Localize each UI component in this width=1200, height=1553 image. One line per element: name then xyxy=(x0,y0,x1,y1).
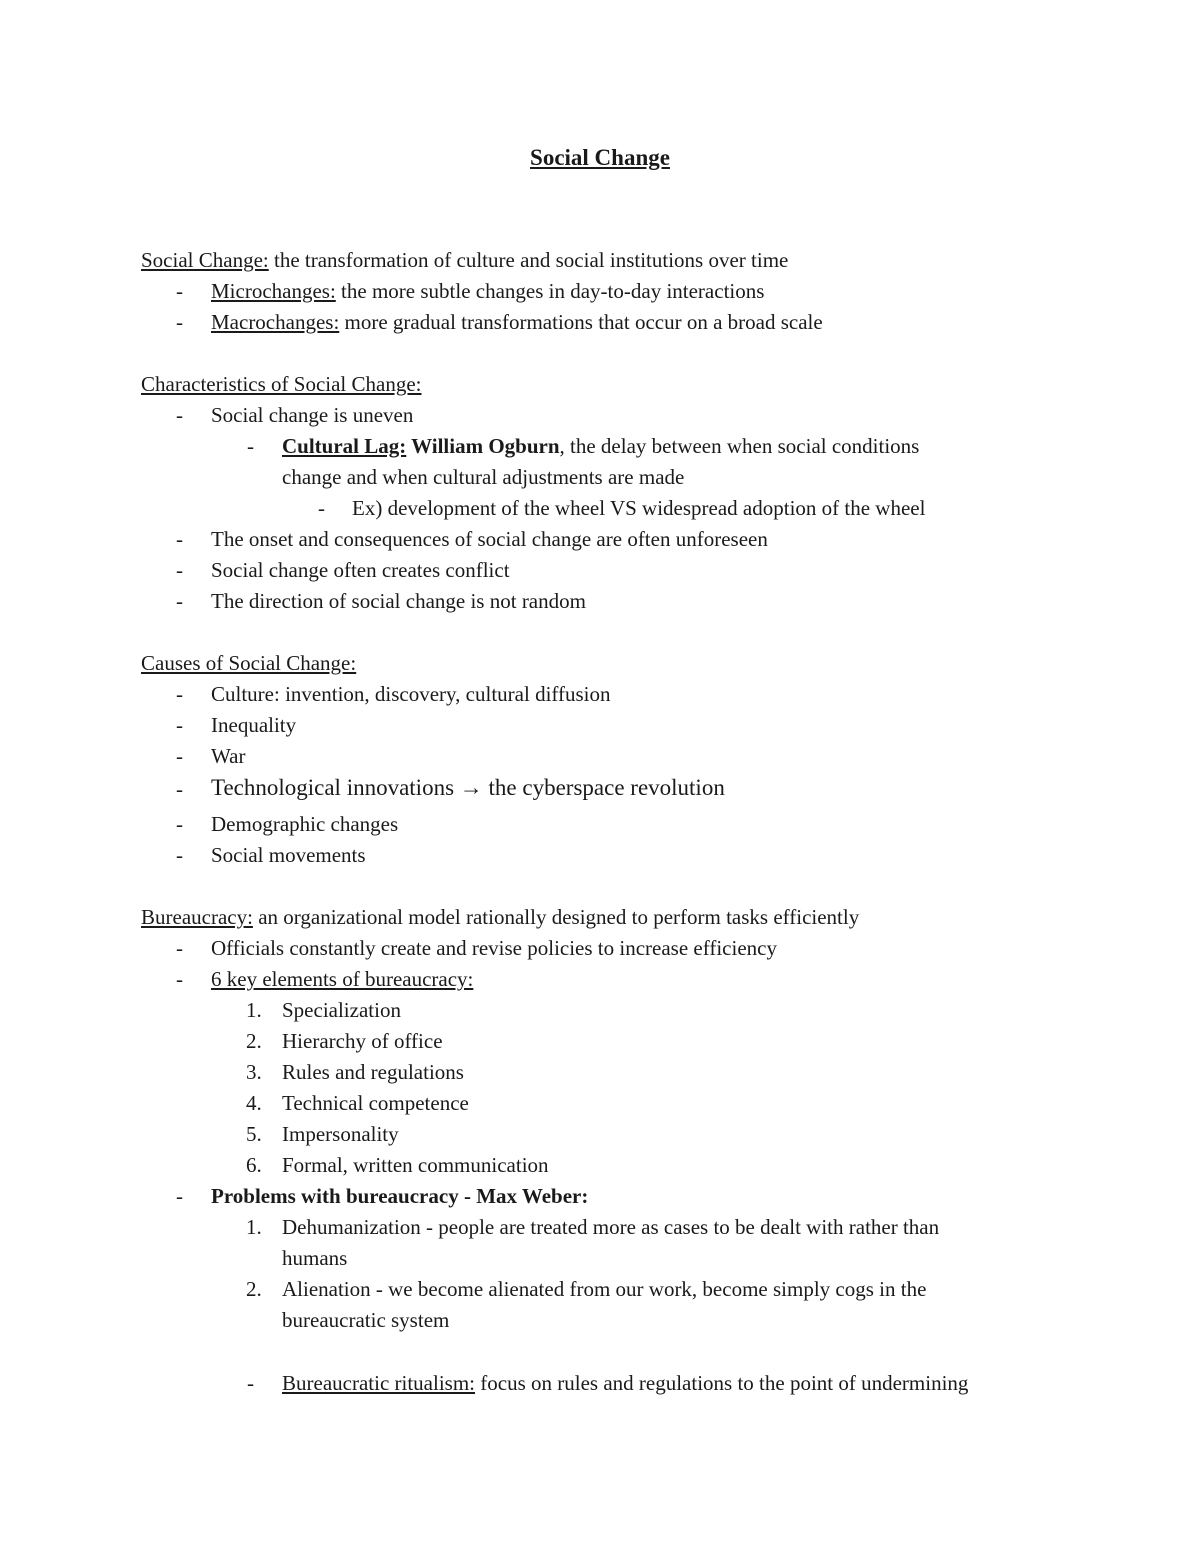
cultural-lag-text: , the delay between when social conditions xyxy=(559,434,920,458)
list-dash: - xyxy=(176,589,183,613)
list-item: Alienation - we become alienated from our work, become simply cogs in the xyxy=(282,1277,927,1301)
list-dash: - xyxy=(176,713,183,737)
list-dash: - xyxy=(176,777,183,801)
list-dash: - xyxy=(176,812,183,836)
elements-heading: 6 key elements of bureaucracy: xyxy=(211,967,474,991)
list-item: Inequality xyxy=(211,713,297,737)
list-dash: - xyxy=(318,496,325,520)
list-item: Dehumanization - people are treated more as cases to be dealt with rather than xyxy=(282,1215,940,1239)
ritualism-text: focus on rules and regulations to the point of undermining xyxy=(475,1371,969,1395)
bureaucracy-term: Bureaucracy: xyxy=(141,905,253,929)
list-item-continuation: humans xyxy=(282,1246,348,1270)
definition-text: the transformation of culture and social institutions over time xyxy=(268,248,789,272)
section-heading-characteristics: Characteristics of Social Change: xyxy=(141,372,422,396)
list-dash: - xyxy=(176,682,183,706)
macrochanges-term: Macrochanges: xyxy=(211,310,340,334)
list-item: Hierarchy of office xyxy=(282,1029,443,1053)
list-item xyxy=(211,309,823,335)
bureaucracy-text: an organizational model rationally designed to perform tasks efficiently xyxy=(252,905,860,929)
list-number: 4. xyxy=(246,1091,262,1115)
list-item: Rules and regulations xyxy=(282,1060,464,1084)
bureaucracy-line xyxy=(141,904,859,930)
page-title: Social Change xyxy=(530,145,670,170)
list-item: Formal, written communication xyxy=(282,1153,549,1177)
list-dash: - xyxy=(176,1184,183,1208)
cultural-lag-line xyxy=(282,433,919,459)
list-dash: - xyxy=(176,558,183,582)
cultural-lag-person: William Ogburn xyxy=(406,434,560,458)
section-heading-causes: Causes of Social Change: xyxy=(141,651,357,675)
definition-term: Social Change: xyxy=(141,248,269,272)
list-dash: - xyxy=(176,403,183,427)
list-number: 2. xyxy=(246,1277,262,1301)
list-number: 1. xyxy=(246,998,262,1022)
cultural-lag-term: Cultural Lag: xyxy=(282,434,407,458)
list-number: 5. xyxy=(246,1122,262,1146)
example-item: Ex) development of the wheel VS widespread adoption of the wheel xyxy=(352,496,926,520)
list-item: The direction of social change is not random xyxy=(211,589,586,613)
list-number: 6. xyxy=(246,1153,262,1177)
list-item xyxy=(211,278,764,304)
list-number: 3. xyxy=(246,1060,262,1084)
list-item-continuation: bureaucratic system xyxy=(282,1308,450,1332)
list-item: Demographic changes xyxy=(211,812,399,836)
definition-line xyxy=(141,247,788,273)
list-dash: - xyxy=(176,527,183,551)
problems-heading: Problems with bureaucracy - Max Weber: xyxy=(211,1184,589,1208)
list-item: Impersonality xyxy=(282,1122,399,1146)
list-dash: - xyxy=(176,967,183,991)
list-item: Social change often creates conflict xyxy=(211,558,510,582)
list-item: Culture: invention, discovery, cultural diffusion xyxy=(211,682,611,706)
list-dash: - xyxy=(176,843,183,867)
macrochanges-text: more gradual transformations that occur on a broad scale xyxy=(339,310,823,334)
list-dash: - xyxy=(176,279,183,303)
cultural-lag-continuation: change and when cultural adjustments are made xyxy=(282,465,685,489)
list-item: The onset and consequences of social change are often unforeseen xyxy=(211,527,768,551)
list-number: 2. xyxy=(246,1029,262,1053)
list-dash: - xyxy=(176,310,183,334)
ritualism-term: Bureaucratic ritualism: xyxy=(282,1371,476,1395)
list-item: Specialization xyxy=(282,998,401,1022)
ritualism-line xyxy=(282,1370,968,1396)
list-dash: - xyxy=(247,434,254,458)
list-item: Social movements xyxy=(211,843,366,867)
list-item: Social change is uneven xyxy=(211,403,414,427)
microchanges-term: Microchanges: xyxy=(211,279,336,303)
list-item: Technical competence xyxy=(282,1091,469,1115)
list-item: Technological innovations → the cyberspace revolution xyxy=(211,775,725,800)
microchanges-text: the more subtle changes in day-to-day interactions xyxy=(335,279,765,303)
list-dash: - xyxy=(247,1371,254,1395)
list-item: Officials constantly create and revise policies to increase efficiency xyxy=(211,936,777,960)
list-number: 1. xyxy=(246,1215,262,1239)
list-item: War xyxy=(211,744,246,768)
list-dash: - xyxy=(176,936,183,960)
list-dash: - xyxy=(176,744,183,768)
